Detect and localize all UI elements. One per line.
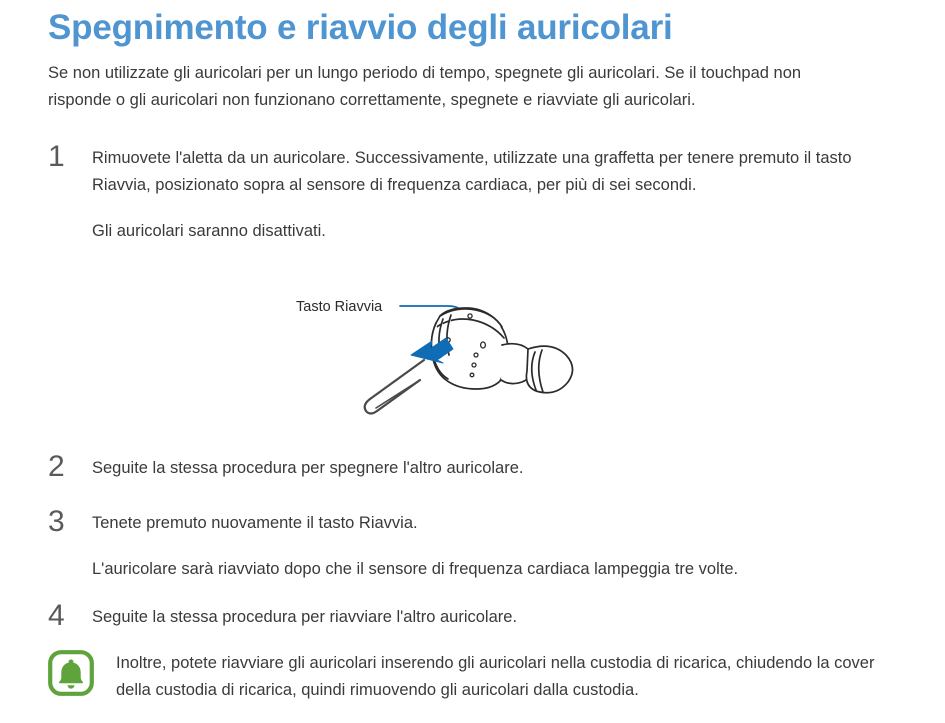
step-content: [92, 142, 910, 245]
step-result-text: Gli auricolari saranno disattivati.: [92, 222, 326, 240]
callout-label: Tasto Riavvia: [296, 299, 383, 315]
intro-paragraph: Se non utilizzate gli auricolari per un lungo periodo di tempo, spegnete gli auricolari. Se il touchpad non risponde o gli auricolari non funzionano correttamente, spegnete e riavviate gli auricolari.: [48, 64, 802, 109]
step-item-1: [48, 142, 910, 245]
page-title: Spegnimento e riavvio degli auricolari: [48, 8, 673, 47]
earbud-body: [431, 308, 572, 393]
step-text: Seguite la stessa procedura per spegnere l'altro auricolare.: [92, 459, 524, 477]
step-item-2: [48, 452, 910, 482]
step-number: 4: [48, 599, 65, 632]
step-content: [92, 507, 910, 583]
step-text: Tenete premuto nuovamente il tasto Riavvia.: [92, 514, 418, 532]
note-text: Inoltre, potete riavviare gli auricolari inserendo gli auricolari nella custodia di ricarica, chiudendo la cover della custodia di ricarica, quindi rimuovendo gli auricolari dalla custodia.: [116, 654, 875, 699]
note-bell-icon: [48, 650, 94, 696]
step-item-4: [48, 601, 910, 631]
step-number: 3: [48, 505, 65, 538]
step-text: Seguite la stessa procedura per riavviare l'altro auricolare.: [92, 608, 518, 626]
paperclip-icon: [365, 360, 424, 414]
note-content: [94, 648, 910, 704]
step-text: Rimuovete l'aletta da un auricolare. Successivamente, utilizzate una graffetta per tenere premuto il tasto Riavvia, posizionato sopra al sensore di frequenza cardiaca, per più di sei secondi.: [92, 149, 852, 194]
step-content: [92, 601, 910, 631]
step-content: [92, 452, 910, 482]
earbud-restart-button-illustration: [280, 283, 600, 418]
note-icon-bell-clapper: [68, 685, 75, 688]
note-callout: [48, 648, 910, 704]
step-result-text: L'auricolare sarà riavviato dopo che il sensore di frequenza cardiaca lampeggia tre volte.: [92, 560, 739, 578]
step-number: 1: [48, 140, 65, 173]
step-item-3: [48, 507, 910, 583]
note-icon-bell: [59, 660, 83, 684]
step-number: 2: [48, 450, 65, 483]
